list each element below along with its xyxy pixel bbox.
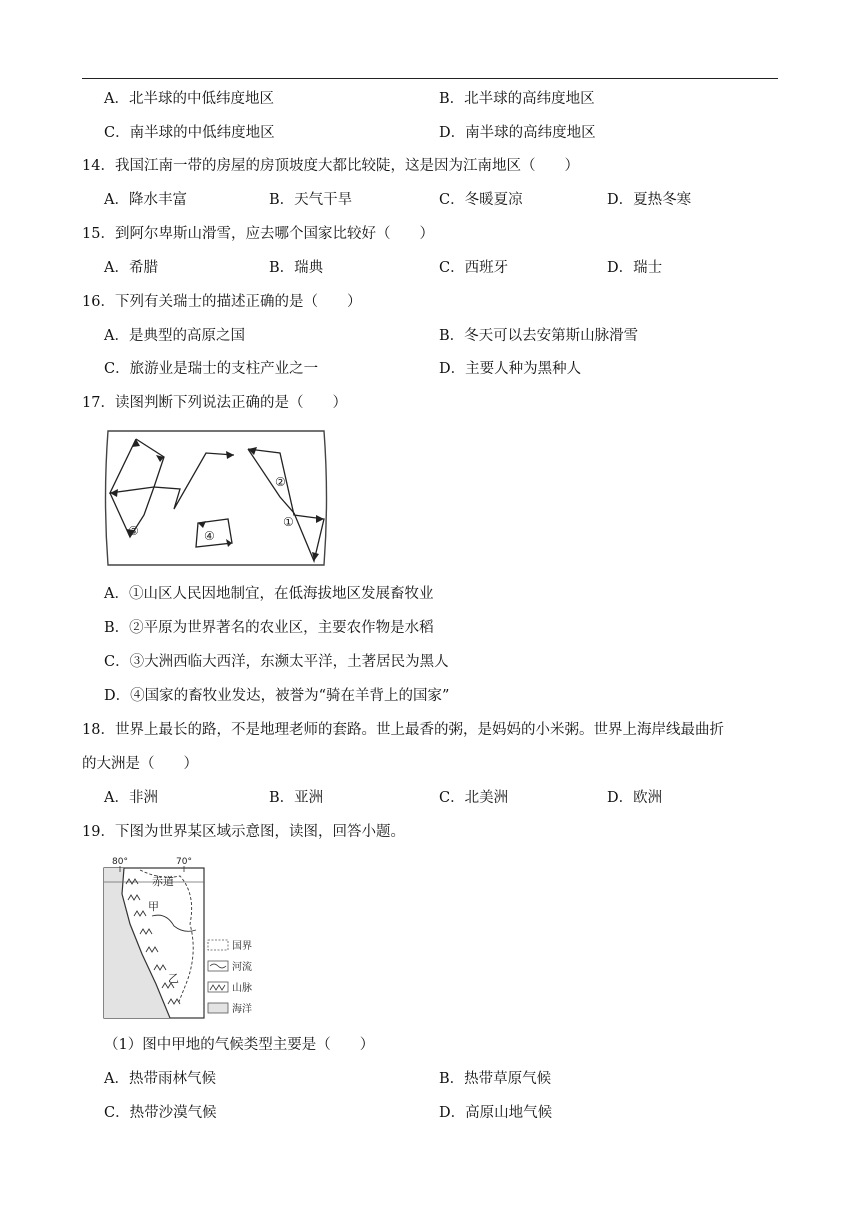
q18-option-b[interactable]: B．亚洲: [269, 790, 324, 806]
q19-sub1-option-c[interactable]: C．热带沙漠气候: [104, 1105, 217, 1121]
q17-option-b[interactable]: B．②平原为世界著名的农业区，主要农作物是水稻: [104, 620, 434, 636]
q19-sub1-stem: （1）图中甲地的气候类型主要是（ ）: [104, 1037, 375, 1053]
q14-option-c[interactable]: C．冬暖夏凉: [439, 192, 523, 208]
q15-option-c[interactable]: C．西班牙: [439, 260, 509, 276]
q17-stem: 17．读图判断下列说法正确的是（ ）: [82, 395, 347, 411]
q17-map-label-4: ④: [204, 529, 215, 543]
q18-option-d[interactable]: D．欧洲: [607, 790, 663, 806]
q19-sub1-option-b[interactable]: B．热带草原气候: [439, 1071, 552, 1087]
q19-region-map-figure: [100, 854, 262, 1026]
q18-option-c[interactable]: C．北美洲: [439, 790, 509, 806]
q19-sub1-option-d[interactable]: D．高原山地气候: [439, 1105, 553, 1121]
q17-option-c[interactable]: C．③大洲西临大西洋，东濒太平洋，土著居民为黑人: [104, 654, 449, 670]
q19-equator-label: 赤道: [152, 875, 174, 888]
q18-option-a[interactable]: A．非洲: [104, 790, 158, 806]
q19-legend-mountain: 山脉: [232, 983, 252, 994]
q14-option-b[interactable]: B．天气干旱: [269, 192, 353, 208]
q19-legend-river: 河流: [232, 962, 252, 973]
q17-map-label-3: ③: [128, 524, 139, 538]
q19-place-label-jia: 甲: [148, 900, 159, 913]
q18-stem-line2: 的大洲是（ ）: [82, 756, 198, 772]
q15-option-b[interactable]: B．瑞典: [269, 260, 324, 276]
q13-option-d[interactable]: D．南半球的高纬度地区: [439, 125, 596, 141]
q14-stem: 14．我国江南一带的房屋的房顶坡度大都比较陡，这是因为江南地区（ ）: [82, 158, 579, 174]
q19-legend-border: 国界: [232, 941, 252, 952]
q14-option-d[interactable]: D．夏热冬寒: [607, 192, 692, 208]
q17-map-label-2: ②: [275, 475, 286, 489]
q16-option-a[interactable]: A．是典型的高原之国: [104, 328, 245, 344]
q14-option-a[interactable]: A．降水丰富: [104, 192, 187, 208]
q17-option-a[interactable]: A．①山区人民因地制宜，在低海拔地区发展畜牧业: [104, 586, 434, 602]
q19-lon-label-70: 70°: [176, 857, 192, 867]
q13-option-a[interactable]: A．北半球的中低纬度地区: [104, 91, 274, 107]
q13-option-c[interactable]: C．南半球的中低纬度地区: [104, 125, 275, 141]
q15-option-d[interactable]: D．瑞士: [607, 260, 663, 276]
q16-option-d[interactable]: D．主要人种为黑种人: [439, 361, 582, 377]
q16-option-c[interactable]: C．旅游业是瑞士的支柱产业之一: [104, 361, 319, 377]
q15-stem: 15．到阿尔卑斯山滑雪，应去哪个国家比较好（ ）: [82, 226, 434, 242]
q17-map-label-1: ①: [283, 515, 294, 529]
q16-option-b[interactable]: B．冬天可以去安第斯山脉滑雪: [439, 328, 639, 344]
q19-legend-ocean: 海洋: [232, 1004, 252, 1015]
q15-option-a[interactable]: A．希腊: [104, 260, 158, 276]
q19-stem: 19．下图为世界某区域示意图，读图，回答小题。: [82, 824, 405, 840]
q17-option-d[interactable]: D．④国家的畜牧业发达，被誉为“骑在羊背上的国家”: [104, 688, 450, 704]
q19-lon-label-80: 80°: [112, 857, 128, 867]
q17-world-map-figure: [100, 427, 332, 569]
q18-stem-line1: 18．世界上最长的路，不是地理老师的套路。世上最香的粥，是妈妈的小米粥。世界上海岸线最曲折: [82, 722, 724, 738]
q13-option-b[interactable]: B．北半球的高纬度地区: [439, 91, 595, 107]
header-rule: [82, 78, 778, 79]
q16-stem: 16．下列有关瑞士的描述正确的是（ ）: [82, 294, 362, 310]
q19-sub1-option-a[interactable]: A．热带雨林气候: [104, 1071, 216, 1087]
q19-place-label-yi: 乙: [168, 972, 179, 985]
